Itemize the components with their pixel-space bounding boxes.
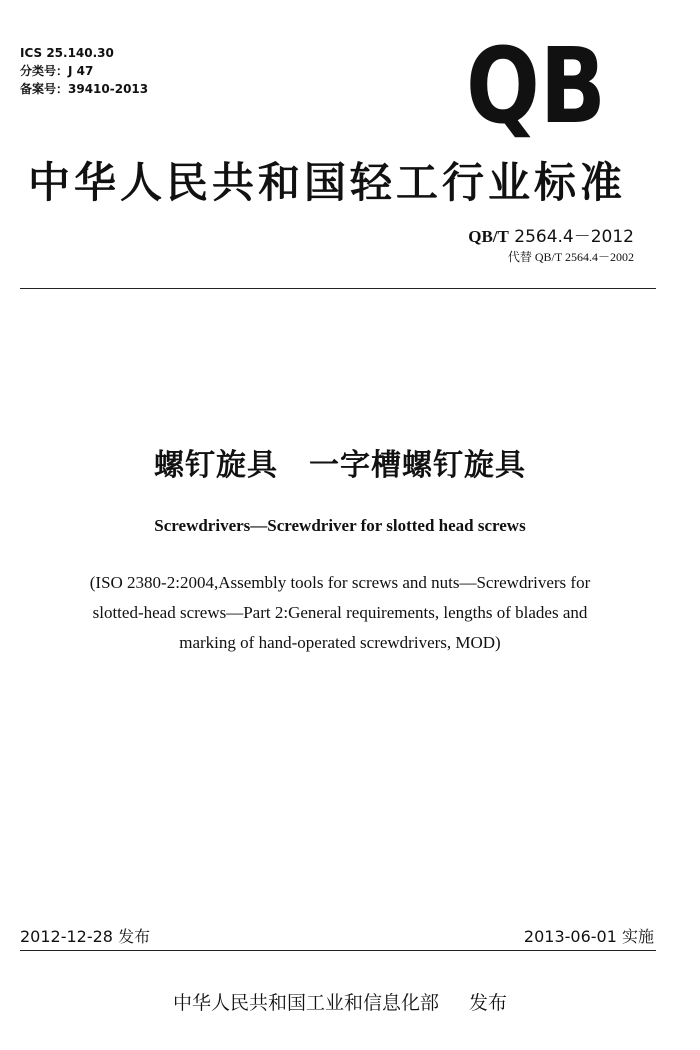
iso-reference-line: marking of hand-operated screwdrivers, MOD) bbox=[179, 633, 501, 652]
footer-divider bbox=[20, 950, 656, 951]
issuer-name: 中华人民共和国工业和信息化部 bbox=[172, 992, 439, 1014]
implementation-date: 2013-06-01 实施 bbox=[523, 927, 654, 946]
header-divider bbox=[20, 288, 656, 289]
standard-code bbox=[468, 222, 634, 247]
replaces-note: 代替 QB/T 2564.4－2002 bbox=[507, 250, 634, 264]
issuer-action: 发布 bbox=[469, 992, 508, 1014]
qb-logo-text: QB bbox=[466, 25, 606, 147]
english-title: Screwdrivers—Screwdriver for slotted head screws bbox=[154, 516, 526, 535]
classification-block bbox=[20, 44, 148, 98]
standard-number: 2564.4－2012 bbox=[514, 227, 634, 247]
iso-reference bbox=[40, 568, 640, 658]
issue-date: 2012-12-28 发布 bbox=[20, 927, 151, 946]
iso-reference-line: slotted-head screws—Part 2:General requirements, lengths of blades and bbox=[92, 603, 588, 622]
category-number: 分类号：J 47 bbox=[20, 64, 94, 78]
qb-logo bbox=[466, 25, 606, 147]
chinese-title: 螺钉旋具 一字槽螺钉旋具 bbox=[154, 448, 526, 483]
ics-code: ICS 25.140.30 bbox=[20, 46, 114, 60]
industry-standard-title: 中华人民共和国轻工行业标准 bbox=[28, 158, 627, 207]
standard-code-prefix: QB/T bbox=[468, 227, 509, 246]
iso-reference-line: (ISO 2380-2:2004,Assembly tools for screws and nuts—Screwdrivers for bbox=[89, 573, 591, 592]
issuing-authority bbox=[0, 988, 680, 1015]
filing-number: 备案号：39410-2013 bbox=[20, 82, 149, 96]
